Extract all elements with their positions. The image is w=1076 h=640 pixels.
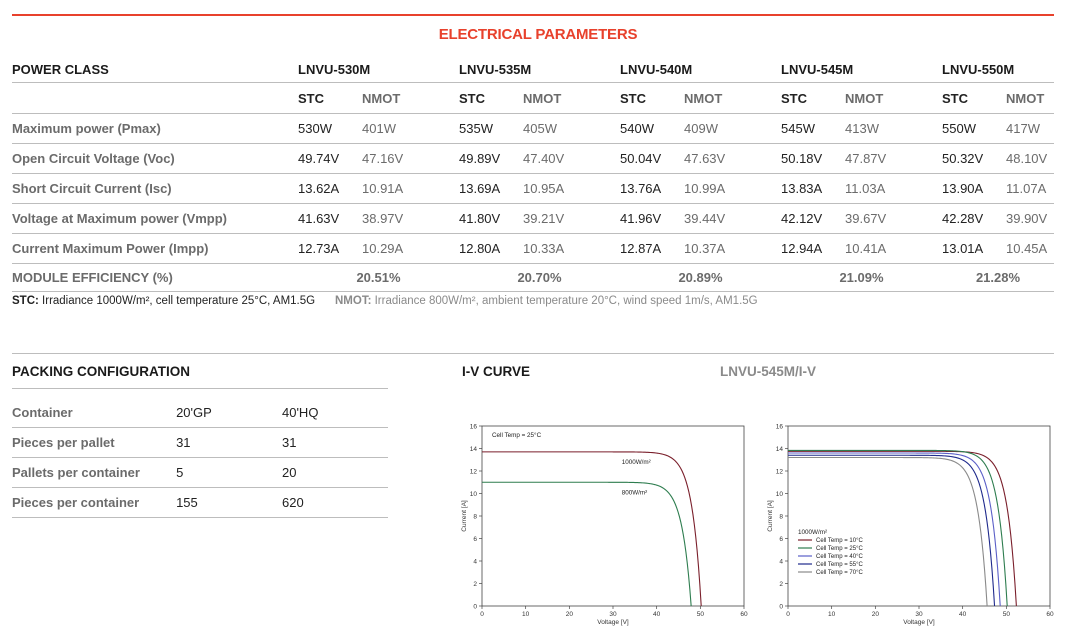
model-header: LNVU-535M (459, 56, 620, 83)
legend-label: Cell Temp = 70°C (816, 570, 863, 576)
stc-header: STC (942, 83, 1006, 114)
nmot-header: NMOT (684, 83, 781, 114)
packing-value: 31 (282, 428, 388, 458)
nmot-value: 413W (845, 114, 942, 144)
plot-frame (482, 426, 744, 606)
y-tick-label: 0 (779, 603, 783, 611)
stc-value: 12.94A (781, 234, 845, 264)
section-divider (12, 353, 1054, 354)
y-tick-label: 2 (779, 581, 783, 588)
stc-value: 13.90A (942, 174, 1006, 204)
nmot-value: 39.67V (845, 204, 942, 234)
nmot-value: 10.33A (523, 234, 620, 264)
x-tick-label: 10 (522, 611, 530, 618)
stc-value: 535W (459, 114, 523, 144)
y-tick-label: 2 (473, 581, 477, 588)
iv-chart-irradiance-svg (458, 418, 758, 628)
stc-value: 50.32V (942, 144, 1006, 174)
nmot-value: 47.87V (845, 144, 942, 174)
efficiency-value: 20.51% (298, 264, 459, 292)
packing-row-label: Pieces per container (12, 488, 176, 518)
stc-header: STC (620, 83, 684, 114)
y-tick-label: 12 (775, 468, 783, 476)
efficiency-label: MODULE EFFICIENCY (%) (12, 264, 298, 292)
nmot-value: 409W (684, 114, 781, 144)
packing-header-col1: 20'GP (176, 398, 282, 428)
table-row (12, 174, 1054, 204)
stc-note-text: Irradiance 1000W/m², cell temperature 25°C, AM1.5G (38, 295, 316, 307)
series-line (482, 482, 691, 606)
nmot-value: 10.37A (684, 234, 781, 264)
iv-chart-temperature-svg (764, 418, 1064, 628)
iv-curve-model: LNVU-545M/I-V (720, 364, 817, 379)
packing-rule (12, 388, 388, 389)
y-tick-label: 8 (473, 513, 477, 521)
nmot-value: 48.10V (1006, 144, 1054, 174)
x-tick-label: 30 (609, 611, 617, 618)
nmot-value: 39.21V (523, 204, 620, 234)
nmot-note-label: NMOT: (335, 295, 372, 307)
nmot-value: 10.29A (362, 234, 459, 264)
stc-value: 49.74V (298, 144, 362, 174)
efficiency-value: 20.70% (459, 264, 620, 292)
row-label: Maximum power (Pmax) (12, 114, 298, 144)
row-label: Open Circuit Voltage (Voc) (12, 144, 298, 174)
x-tick-label: 50 (696, 611, 704, 618)
table-row (12, 488, 388, 518)
packing-value: 5 (176, 458, 282, 488)
x-tick-label: 10 (828, 611, 836, 618)
stc-value: 49.89V (459, 144, 523, 174)
series-label: 800W/m² (621, 489, 648, 497)
nmot-value: 10.99A (684, 174, 781, 204)
packing-header-label: Container (12, 398, 176, 428)
stc-value: 545W (781, 114, 845, 144)
packing-row-label: Pieces per pallet (12, 428, 176, 458)
stc-value: 13.83A (781, 174, 845, 204)
nmot-value: 11.03A (845, 174, 942, 204)
y-tick-label: 0 (473, 603, 477, 611)
y-tick-label: 8 (779, 513, 783, 521)
stc-note-label: STC: (12, 295, 39, 307)
nmot-value: 10.91A (362, 174, 459, 204)
nmot-note-text: Irradiance 800W/m², ambient temperature 20°C, wind speed 1m/s, AM1.5G (371, 295, 758, 307)
efficiency-value: 20.89% (620, 264, 781, 292)
nmot-header: NMOT (845, 83, 942, 114)
model-header: LNVU-545M (781, 56, 942, 83)
stc-value: 13.01A (942, 234, 1006, 264)
iv-chart-temperature (764, 418, 1064, 633)
x-tick-label: 60 (1046, 611, 1054, 618)
x-tick-label: 50 (1002, 611, 1010, 618)
efficiency-row (12, 264, 1054, 292)
x-tick-label: 0 (786, 611, 790, 618)
packing-header-col2: 40'HQ (282, 398, 388, 428)
legend-label: Cell Temp = 25°C (816, 546, 863, 552)
table-row (12, 428, 388, 458)
stc-value: 42.28V (942, 204, 1006, 234)
electrical-parameters-table (12, 56, 1054, 292)
nmot-value: 417W (1006, 114, 1054, 144)
y-tick-label: 4 (473, 558, 477, 566)
row-label: Short Circuit Current (Isc) (12, 174, 298, 204)
nmot-value: 11.07A (1006, 174, 1054, 204)
power-class-label: POWER CLASS (12, 56, 298, 83)
packing-value: 155 (176, 488, 282, 518)
legend-label: Cell Temp = 55°C (816, 562, 863, 568)
nmot-value: 38.97V (362, 204, 459, 234)
efficiency-value: 21.09% (781, 264, 942, 292)
x-axis-label: Voltage [V] (903, 619, 935, 626)
stc-value: 41.96V (620, 204, 684, 234)
stc-value: 12.87A (620, 234, 684, 264)
nmot-value: 401W (362, 114, 459, 144)
efficiency-value: 21.28% (942, 264, 1054, 292)
nmot-header: NMOT (1006, 83, 1054, 114)
row-label: Current Maximum Power (Impp) (12, 234, 298, 264)
stc-value: 41.80V (459, 204, 523, 234)
nmot-note (335, 295, 758, 307)
x-tick-label: 20 (565, 611, 573, 618)
model-header: LNVU-540M (620, 56, 781, 83)
legend-title: 1000W/m² (798, 529, 828, 536)
nmot-value: 47.16V (362, 144, 459, 174)
y-tick-label: 6 (779, 536, 783, 543)
y-tick-label: 10 (469, 491, 477, 498)
stc-value: 12.80A (459, 234, 523, 264)
x-tick-label: 0 (480, 611, 484, 618)
packing-table (12, 398, 388, 518)
table-row (12, 114, 1054, 144)
annotation: Cell Temp = 25°C (492, 432, 542, 439)
stc-note (12, 295, 315, 307)
x-tick-label: 40 (653, 611, 661, 618)
packing-title: PACKING CONFIGURATION (12, 364, 190, 379)
packing-value: 31 (176, 428, 282, 458)
packing-value: 620 (282, 488, 388, 518)
stc-value: 530W (298, 114, 362, 144)
packing-value: 20 (282, 458, 388, 488)
nmot-value: 10.41A (845, 234, 942, 264)
nmot-value: 39.44V (684, 204, 781, 234)
nmot-header: NMOT (523, 83, 620, 114)
nmot-value: 47.40V (523, 144, 620, 174)
nmot-header: NMOT (362, 83, 459, 114)
x-tick-label: 20 (871, 611, 879, 618)
y-tick-label: 14 (469, 446, 477, 453)
x-axis-label: Voltage [V] (597, 619, 629, 626)
y-tick-label: 4 (779, 558, 783, 566)
stc-value: 50.04V (620, 144, 684, 174)
page-title: ELECTRICAL PARAMETERS (438, 26, 638, 43)
stc-value: 13.69A (459, 174, 523, 204)
series-line (482, 452, 701, 606)
empty-cell (12, 83, 298, 114)
table-row (12, 398, 388, 428)
nmot-value: 405W (523, 114, 620, 144)
stc-value: 540W (620, 114, 684, 144)
iv-chart-irradiance (458, 418, 758, 633)
y-axis-label: Current [A] (767, 500, 774, 532)
legend-label: Cell Temp = 10°C (816, 538, 863, 544)
stc-value: 42.12V (781, 204, 845, 234)
table-row (12, 144, 1054, 174)
stc-header: STC (459, 83, 523, 114)
x-tick-label: 40 (959, 611, 967, 618)
table-row (12, 204, 1054, 234)
y-tick-label: 10 (775, 491, 783, 498)
stc-value: 41.63V (298, 204, 362, 234)
row-label: Voltage at Maximum power (Vmpp) (12, 204, 298, 234)
model-header: LNVU-550M (942, 56, 1054, 83)
nmot-value: 47.63V (684, 144, 781, 174)
table-row (12, 458, 388, 488)
stc-value: 13.76A (620, 174, 684, 204)
model-header: LNVU-530M (298, 56, 459, 83)
legend-label: Cell Temp = 40°C (816, 554, 863, 560)
iv-curve-title: I-V CURVE (462, 364, 531, 379)
y-axis-label: Current [A] (461, 500, 468, 532)
stc-value: 550W (942, 114, 1006, 144)
table-row (12, 234, 1054, 264)
series-label: 1000W/m² (621, 458, 651, 466)
stc-value: 12.73A (298, 234, 362, 264)
y-tick-label: 12 (469, 468, 477, 476)
stc-value: 50.18V (781, 144, 845, 174)
stc-header: STC (298, 83, 362, 114)
x-tick-label: 60 (740, 611, 748, 618)
y-tick-label: 16 (469, 423, 477, 431)
y-tick-label: 14 (775, 446, 783, 453)
y-tick-label: 16 (775, 423, 783, 431)
y-tick-label: 6 (473, 536, 477, 543)
packing-row-label: Pallets per container (12, 458, 176, 488)
title-rule (12, 14, 1054, 16)
nmot-value: 10.95A (523, 174, 620, 204)
x-tick-label: 30 (915, 611, 923, 618)
nmot-value: 39.90V (1006, 204, 1054, 234)
stc-value: 13.62A (298, 174, 362, 204)
stc-header: STC (781, 83, 845, 114)
nmot-value: 10.45A (1006, 234, 1054, 264)
